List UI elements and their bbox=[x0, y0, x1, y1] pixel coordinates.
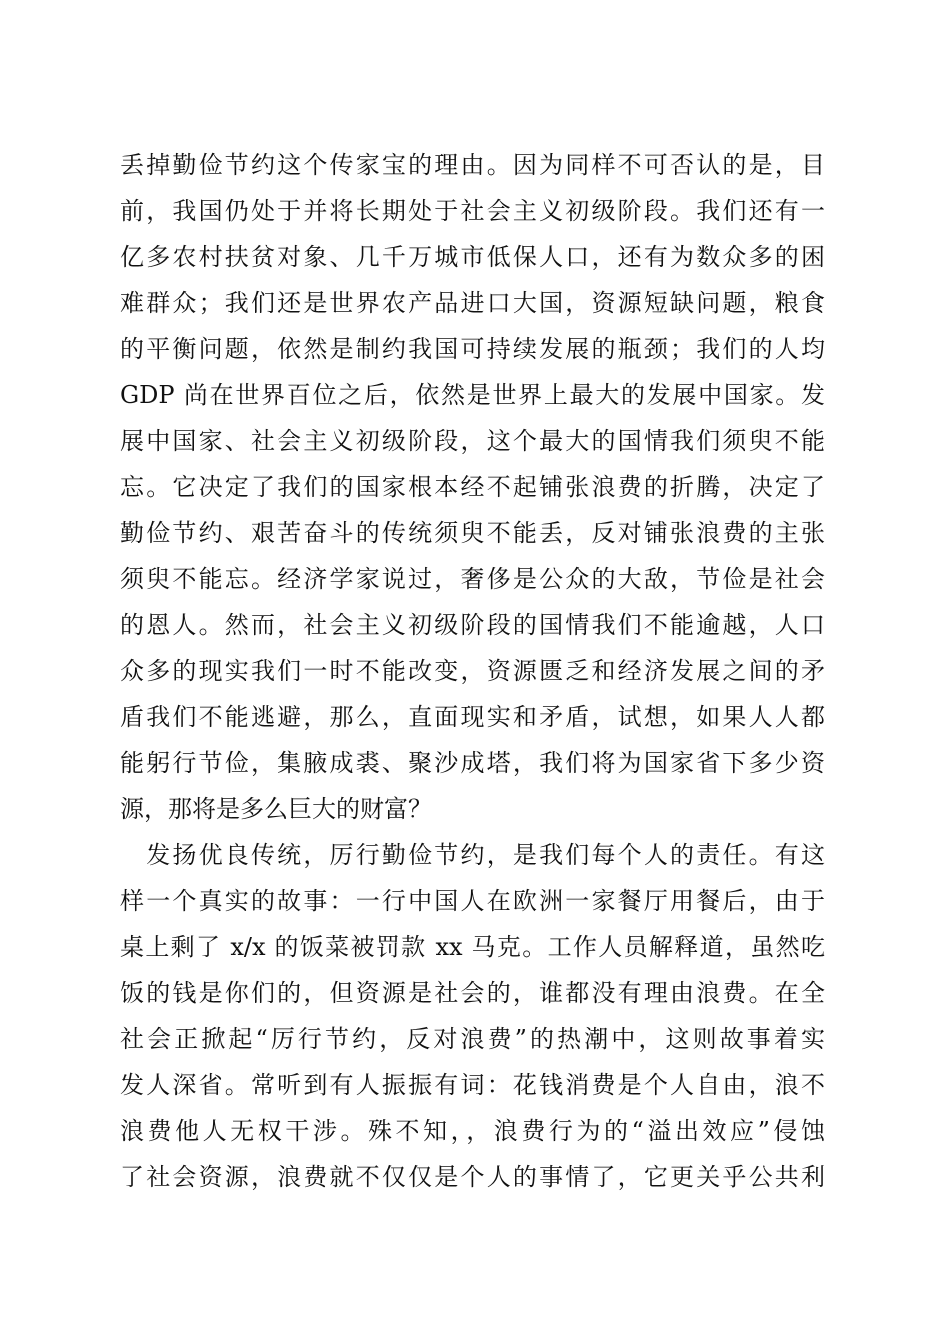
text-line: 的恩人。然而，社会主义初级阶段的国情我们不能逾越，人口 bbox=[120, 611, 825, 639]
text-line: 源，那将是多么巨大的财富？ bbox=[120, 795, 432, 823]
text-line: 众多的现实我们一时不能改变，资源匮乏和经济发展之间的矛 bbox=[120, 657, 825, 685]
text-line: 盾我们不能逃避，那么，直面现实和矛盾，试想，如果人人都 bbox=[120, 703, 825, 731]
text-line: 亿多农村扶贫对象、几千万城市低保人口，还有为数众多的困 bbox=[120, 243, 825, 271]
text-line: 忘。它决定了我们的国家根本经不起铺张浪费的折腾，决定了 bbox=[120, 473, 825, 501]
text-line: 发扬优良传统，厉行勤俭节约，是我们每个人的责任。有这 bbox=[120, 841, 825, 869]
text-line: 须臾不能忘。经济学家说过，奢侈是公众的大敌，节俭是社会 bbox=[120, 565, 825, 593]
text-line: 发人深省。常听到有人振振有词：花钱消费是个人自由，浪不 bbox=[120, 1071, 825, 1099]
text-line: GDP 尚在世界百位之后，依然是世界上最大的发展中国家。发 bbox=[120, 381, 825, 409]
text-line: 桌上剩了 x/x 的饭菜被罚款 xx 马克。工作人员解释道，虽然吃 bbox=[120, 933, 825, 961]
text-line: 能躬行节俭，集腋成裘、聚沙成塔，我们将为国家省下多少资 bbox=[120, 749, 825, 777]
paragraph-1 bbox=[120, 142, 825, 832]
text-line: 展中国家、社会主义初级阶段，这个最大的国情我们须臾不能 bbox=[120, 427, 825, 455]
text-line: 样一个真实的故事：一行中国人在欧洲一家餐厅用餐后，由于 bbox=[120, 887, 825, 915]
text-line: 前，我国仍处于并将长期处于社会主义初级阶段。我们还有一 bbox=[120, 197, 825, 225]
text-line: 勤俭节约、艰苦奋斗的传统须臾不能丢，反对铺张浪费的主张 bbox=[120, 519, 825, 547]
text-line: 饭的钱是你们的，但资源是社会的，谁都没有理由浪费。在全 bbox=[120, 979, 825, 1007]
text-line: 社会正掀起“厉行节约，反对浪费”的热潮中，这则故事着实 bbox=[120, 1025, 825, 1053]
document-page bbox=[120, 142, 825, 1200]
text-line: 的平衡问题，依然是制约我国可持续发展的瓶颈；我们的人均 bbox=[120, 335, 825, 363]
text-line: 丢掉勤俭节约这个传家宝的理由。因为同样不可否认的是，目 bbox=[120, 151, 825, 179]
paragraph-2 bbox=[120, 832, 825, 1200]
text-line: 了社会资源，浪费就不仅仅是个人的事情了，它更关乎公共利 bbox=[120, 1163, 825, 1191]
text-line: 难群众；我们还是世界农产品进口大国，资源短缺问题，粮食 bbox=[120, 289, 825, 317]
text-line: 浪费他人无权干涉。殊不知，，浪费行为的“溢出效应”侵蚀 bbox=[120, 1117, 825, 1145]
